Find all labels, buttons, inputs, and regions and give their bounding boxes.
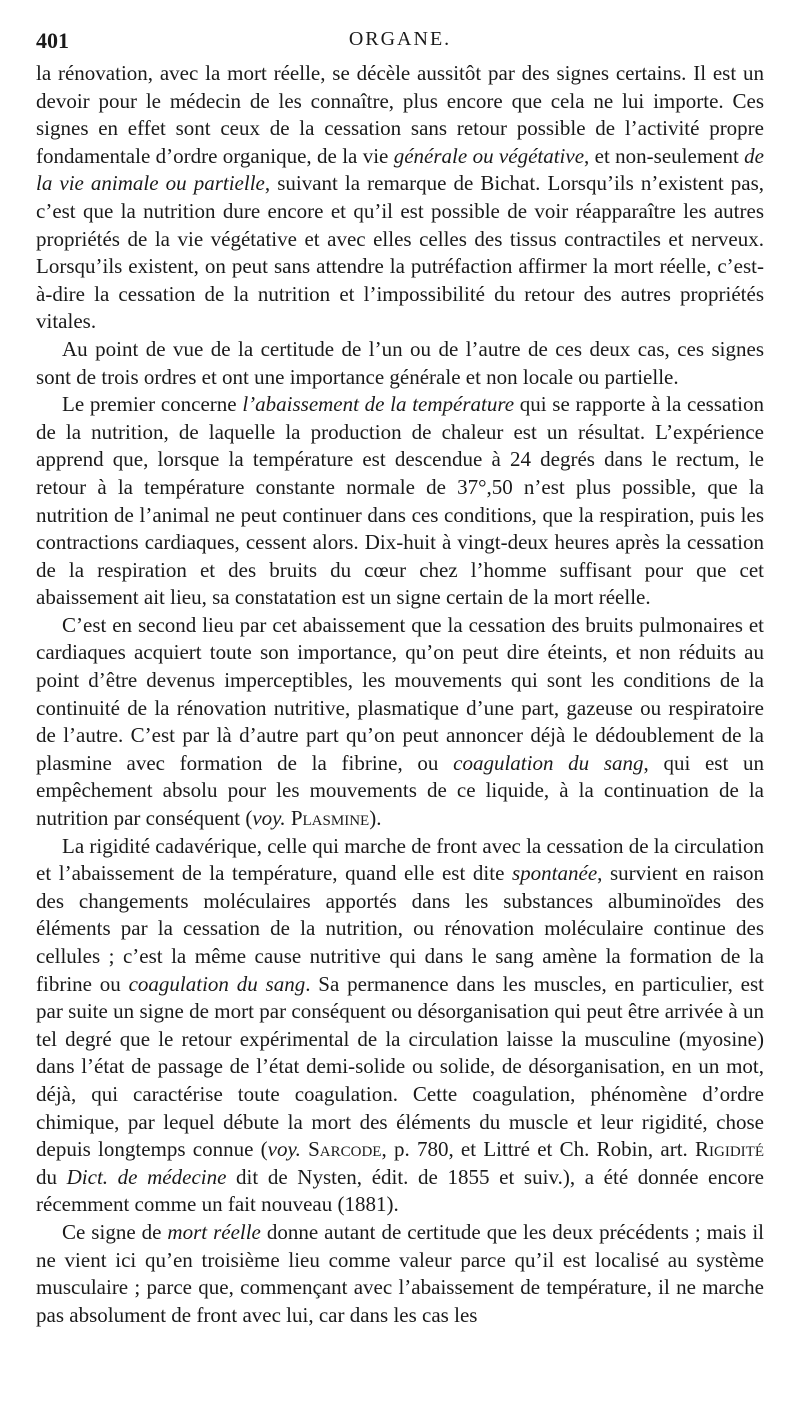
text-run: la rénovation, avec la mort réelle, se décèle aussitôt par des signes certains. Il est un devoir pour le médecin de les connaître, plus encore que cela ne lui importe. Ces signes en effet sont ceux de la cessation sans retour possible de l’activité propre fondamentale d’ordre organique, de la vie — [36, 61, 764, 168]
italic-run: l’abaissement de la température — [242, 392, 515, 417]
text-run: donne autant de certitude que les deux précédents ; mais il ne vient ici qu’en troisième lieu comme valeur parce qu’il est localisé au système musculaire ; parce que, commençant avec l’abaissement de température, il ne marche pas absolument de front avec lui, car dans les cas les — [36, 1219, 764, 1327]
italic-run: coagulation du sang — [453, 750, 644, 775]
text-run: , survient en raison des changements moléculaires apportés dans les substances albuminoïdes des éléments par la cessation de la nutrition, ou rénovation moléculaire continue des cellules ; c’est la même cause nutritive qui dans le sang amène la formation de la fibrine ou — [36, 861, 765, 996]
text-run: du — [36, 1164, 67, 1189]
italic-run: voy. — [267, 1137, 301, 1162]
italic-run: voy. — [252, 806, 286, 831]
text-run: , suivant la remarque de Bichat. Lorsqu’ils n’existent pas, c’est que la nutrition dure encore et qu’il est possible de voir réapparaître les autres propriétés de la vie végétative et avec elles celles des tissus contractiles et nerveux. Lorsqu’ils existent, on peut sans attendre la putréfaction affirmer la mort réelle, c’est-à-dire la cessation de la nutrition et l’impossibilité du retour des autres propriétés vitales. — [36, 171, 764, 334]
page-number: 401 — [36, 28, 69, 53]
text-run: , p. 780, et Littré et Ch. Robin, art. — [381, 1137, 696, 1162]
text-run: dit de Nysten, édit. de 1855 et suiv.), a été donnée encore récemment comme un fait nouveau (1881). — [36, 1164, 765, 1217]
italic-run: générale ou végétative — [393, 143, 585, 168]
paragraph — [36, 612, 764, 833]
text-run: qui se rapporte à la cessation de la nutrition, de laquelle la production de chaleur est un résultat. L’expérience apprend que, lorsque la température est descendue à 24 degrés dans le rectum, le retour à la température constante normale de 37°,50 n’est plus possible, que la nutrition de l’animal ne peut continuer dans ces conditions, que la respiration, puis les contractions cardiaques, cessent alors. Dix-huit à vingt-deux heures après la cessation de la respiration et des bruits du cœur chez l’homme suffisant pour que cet abaissement ait lieu, sa constatation est un signe certain de la mort réelle. — [36, 392, 764, 610]
smallcaps-run: Sarcode — [308, 1137, 382, 1162]
italic-run: spontanée — [512, 861, 598, 886]
italic-run: Dict. de médecine — [66, 1164, 227, 1189]
text-run: Le premier concerne — [62, 392, 243, 417]
text-run: Ce signe de — [62, 1219, 168, 1244]
running-head — [36, 28, 764, 58]
smallcaps-run: Plasmine — [290, 806, 370, 831]
paragraph — [36, 1219, 764, 1329]
body-text — [36, 60, 764, 1329]
text-run: , et non-seulement — [584, 143, 745, 168]
text-run: , qui est un empêchement absolu pour les mouvements de ce liquide, à la continuation de la nutrition par conséquent ( — [36, 750, 764, 831]
paragraph — [36, 833, 764, 1219]
text-run: La rigidité cadavérique, celle qui marche de front avec la cessation de la circulation et l’abaissement de la température, quand elle est dite — [36, 833, 764, 886]
text-run: ). — [369, 806, 382, 831]
italic-run: coagulation du sang — [128, 971, 306, 996]
paragraph — [36, 60, 764, 336]
italic-run: de la vie animale ou partielle — [36, 143, 764, 196]
text-run: Au point de vue de la certitude de l’un ou de l’autre de ces deux cas, ces signes sont de trois ordres et ont une importance générale et non locale ou partielle. — [36, 336, 764, 389]
smallcaps-run: Rigidité — [695, 1137, 764, 1162]
paragraph — [36, 391, 764, 612]
text-run: . Sa permanence dans les muscles, en particulier, est par suite un signe de mort par conséquent ou désorganisation qui peut être arrivée à un tel degré que le retour expérimental de la circulation laisse la musculine (myosine) dans l’état de passage de l’état demi-solide ou solide, de désorganisation, en un mot, déjà, qui caractérise toute coagulation. Cette coagulation, phénomène d’ordre chimique, par lequel débute la mort des éléments du muscle et leur rigidité, chose depuis longtemps connue ( — [36, 971, 764, 1162]
italic-run: mort réelle — [167, 1219, 261, 1244]
running-title: ORGANE. — [348, 28, 452, 50]
paragraph — [36, 336, 764, 391]
text-run: C’est en second lieu par cet abaissement que la cessation des bruits pulmonaires et cardiaques acquiert toute son importance, qu’on peut dire éteints, et non réduits au point d’être devenus imperceptibles, les mouvements qui sont les conditions de la continuité de la rénovation nutritive, plasmatique d’une part, gazeuse ou respiratoire de l’autre. C’est par là d’autre part qu’on peut annoncer déjà le dédoublement de la plasmine avec formation de la fibrine, ou — [36, 612, 764, 775]
